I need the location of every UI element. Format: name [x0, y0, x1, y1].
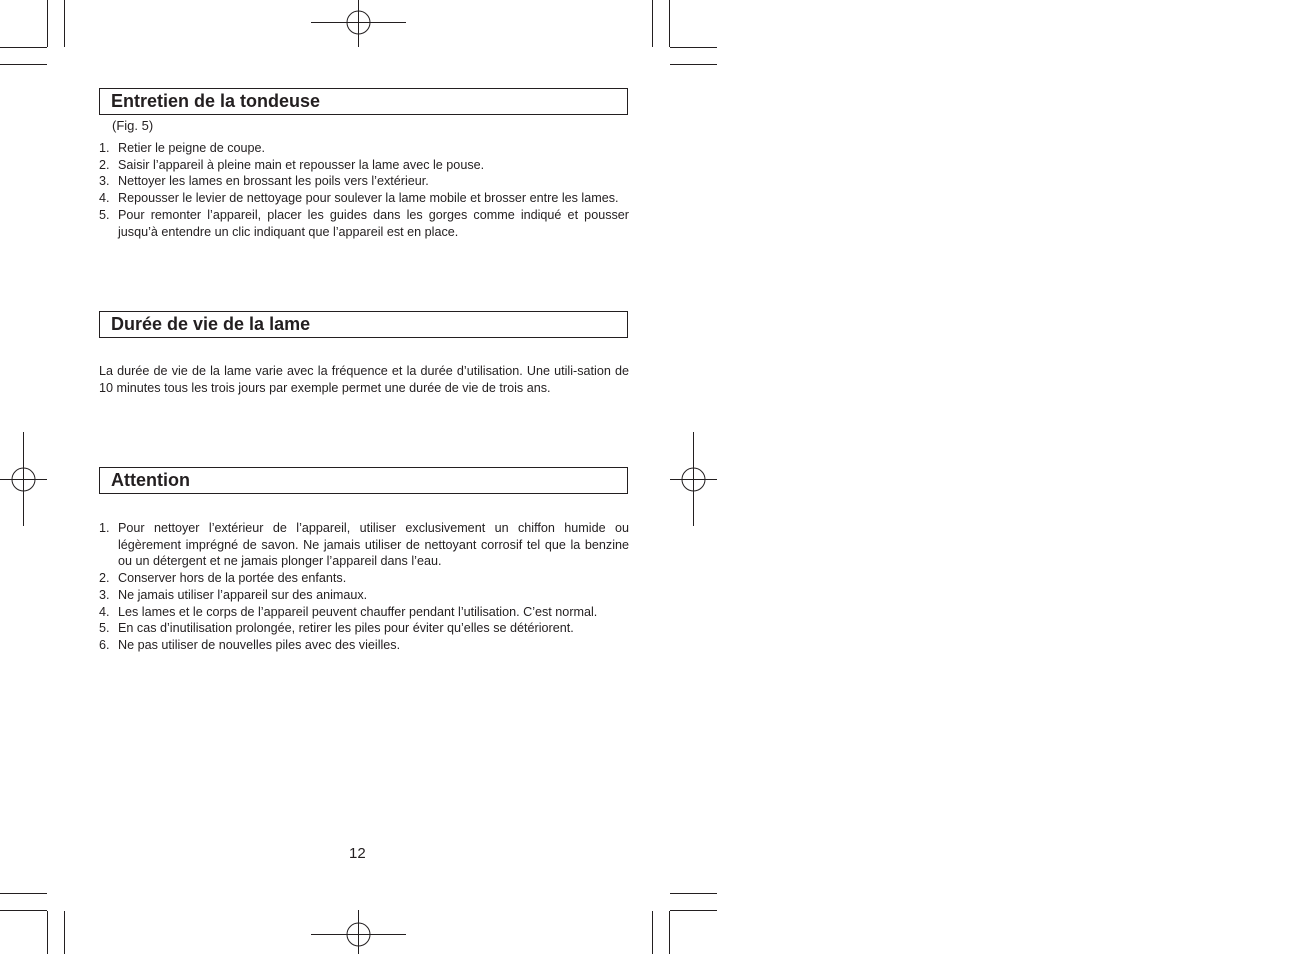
- list-item-number: 6.: [99, 637, 110, 652]
- list-item: [99, 157, 629, 174]
- list-item: [99, 173, 629, 190]
- list-item-number: 4.: [99, 191, 110, 206]
- list-item-text: Retier le peigne de coupe.: [118, 141, 266, 155]
- list-item-text: Les lames et le corps de l’appareil peuvent chauffer pendant l’utilisation. C’est normal.: [118, 604, 598, 619]
- list-item-text: Pour nettoyer l’extérieur de l’appareil, utiliser exclusivement un chiffon humide ou légèrement imprégné de savon. Ne jamais utiliser de nettoyant corrosif tel que la benzine ou un détergent et ne jamais plonger l’appareil dans l’eau.: [118, 521, 629, 569]
- list-item: [99, 570, 629, 587]
- blade-life-paragraph: La durée de vie de la lame varie avec la fréquence et la durée d’utilisation. Une utili-sation de 10 minutes tous les trois jours par exemple permet une durée de vie de trois ans.: [99, 364, 629, 395]
- list-item-text: Ne pas utiliser de nouvelles piles avec des vieilles.: [118, 637, 401, 652]
- page-number: 12: [349, 845, 366, 862]
- section-title: Attention: [111, 470, 190, 490]
- list-item-number: 1.: [99, 141, 110, 155]
- section-header-blade-life: [99, 311, 628, 338]
- list-item-text: Repousser le levier de nettoyage pour soulever la lame mobile et brosser entre les lames.: [118, 191, 619, 206]
- attention-list: [99, 520, 629, 654]
- section-title: Entretien de la tondeuse: [111, 91, 321, 111]
- list-item-text: Pour remonter l’appareil, placer les guides dans les gorges comme indiqué et pousser jusqu’à entendre un clic indiquant que l’appareil est en place.: [118, 207, 629, 239]
- list-item-text: Saisir l’appareil à pleine main et repousser la lame avec le pouse.: [118, 157, 485, 172]
- section-header-attention: [99, 467, 628, 494]
- list-item-number: 5.: [99, 207, 110, 222]
- list-item-number: 1.: [99, 521, 110, 535]
- list-item-number: 5.: [99, 621, 110, 636]
- list-item-text: Nettoyer les lames en brossant les poils vers l’extérieur.: [118, 174, 429, 189]
- list-item: [99, 520, 629, 570]
- list-item: [99, 140, 629, 157]
- list-item: [99, 620, 629, 637]
- list-item-number: 2.: [99, 157, 110, 172]
- list-item: [99, 190, 629, 207]
- section-header-maintenance: [99, 88, 628, 115]
- list-item-text: Conserver hors de la portée des enfants.: [118, 571, 347, 586]
- maintenance-steps-list: [99, 140, 629, 240]
- list-item-text: Ne jamais utiliser l’appareil sur des animaux.: [118, 587, 368, 602]
- list-item-number: 3.: [99, 174, 110, 189]
- list-item: [99, 207, 629, 240]
- list-item-text: En cas d’inutilisation prolongée, retirer les piles pour éviter qu’elles se détériorent.: [118, 621, 574, 636]
- list-item: [99, 604, 629, 621]
- section-title: Durée de vie de la lame: [111, 314, 311, 334]
- list-item: [99, 587, 629, 604]
- figure-reference: (Fig. 5): [112, 118, 154, 133]
- list-item-number: 4.: [99, 604, 110, 619]
- list-item-number: 3.: [99, 587, 110, 602]
- list-item-number: 2.: [99, 571, 110, 586]
- list-item: [99, 637, 629, 654]
